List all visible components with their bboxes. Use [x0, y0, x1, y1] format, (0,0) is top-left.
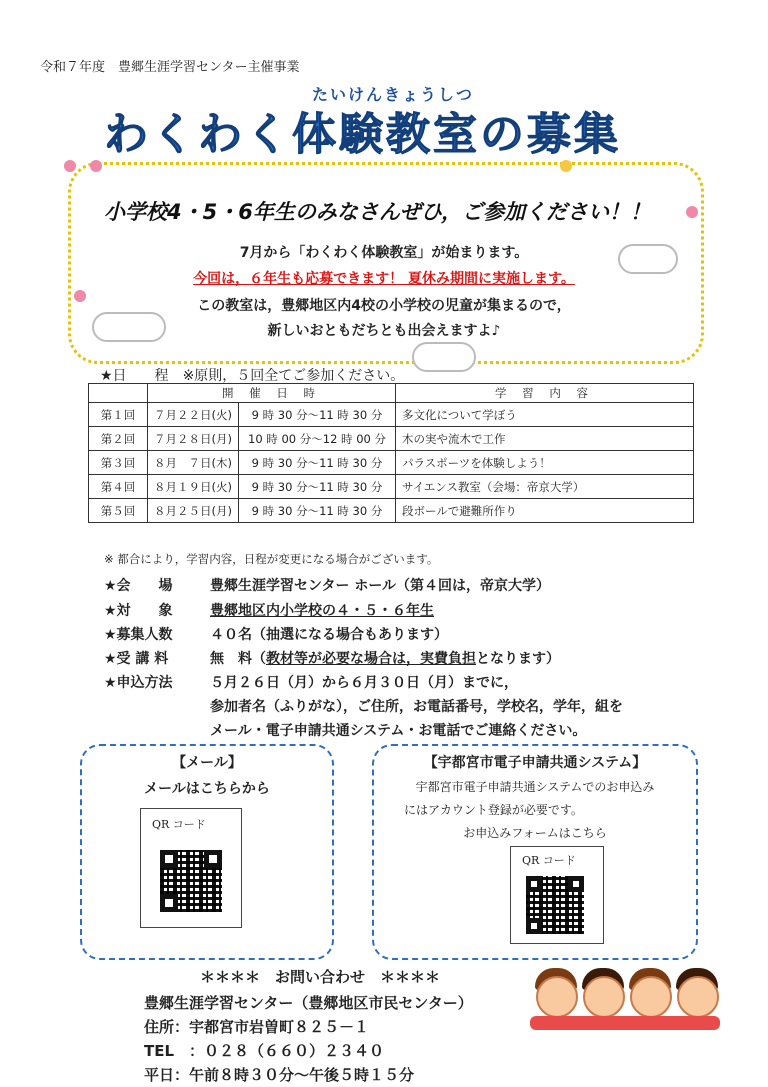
flower-icon — [560, 160, 572, 172]
title-ruby: たいけんきょうしつ — [312, 85, 475, 104]
flower-icon — [686, 206, 698, 218]
kids-shirts — [530, 1016, 720, 1030]
mail-box-title: 【メール】 — [172, 755, 242, 771]
table-header: 開 催 日 時 学 習 内 容 — [89, 384, 694, 403]
table-row: 第５回 ８月２５日(月) 9 時 30 分～11 時 30 分 段ボールで避難所作り — [89, 499, 694, 523]
table-row: 第１回 ７月２２日(火) 9 時 30 分～11 時 30 分 多文化について学ぼう — [89, 403, 694, 427]
page-title: わくわく体験教室の募集 — [104, 109, 621, 160]
e-box-title: 【宇都宮市電子申請共通システム】 — [423, 755, 647, 771]
info-fee: ★受 講 料 無 料（教材等が必要な場合は，実費負担となります） — [104, 651, 560, 667]
table-row: 第２回 ７月２８日(月) 10 時 00 分～12 時 00 分 木の実や流木で工作 — [89, 427, 694, 451]
table-row: 第４回 ８月１９日(火) 9 時 30 分～11 時 30 分 サイエンス教室（会場：帝京大学） — [89, 475, 694, 499]
contact-tel[interactable]: TEL ：０２８（６６０）２３４０ — [144, 1042, 385, 1060]
e-box-text-1: 宇都宮市電子申請共通システムでのお申込み — [415, 780, 655, 794]
schedule-label: ★日 程 ※原則，５回全てご参加ください。 — [100, 368, 405, 384]
apply-detail-2: メール・電子申請共通システム・お電話でご連絡ください。 — [210, 723, 587, 739]
kid-face-icon — [536, 976, 578, 1018]
contact-heading: ＊＊＊＊ お問い合わせ ＊＊＊＊ — [200, 968, 441, 986]
e-qr-label: QR コード — [522, 854, 576, 867]
info-apply: ★申込方法 ５月２６日（月）から６月３０日（月）までに， — [104, 675, 518, 691]
kid-face-icon — [630, 976, 672, 1018]
schedule-table — [88, 383, 694, 523]
intro-line-4: 新しいおともだちとも出会えますよ♪ — [267, 323, 501, 339]
contact-address: 住所：宇都宮市岩曽町８２５－１ — [144, 1018, 370, 1036]
mail-box-text: メールはこちらから — [144, 781, 270, 797]
intro-line-1: 7月から「わくわく体験教室」が始まります。 — [239, 245, 529, 261]
intro-line-3: この教室は，豊郷地区内4校の小学校の児童が集まるので， — [197, 298, 571, 314]
apply-detail-1: 参加者名（ふりがな），ご住所，お電話番号，学校名，学年，組を — [210, 699, 623, 715]
qr-corner — [568, 876, 584, 892]
qr-corner — [160, 850, 178, 868]
info-venue: ★会 場 豊郷生涯学習センター ホール（第４回は，帝京大学） — [104, 578, 551, 594]
qr-corner — [204, 850, 222, 868]
catch-copy: 小学校4・5・6年生のみなさんぜひ，ご参加ください！！ — [104, 200, 651, 224]
contact-hours: 平日：午前８時３０分～午後５時１５分 — [144, 1066, 415, 1084]
flower-icon — [90, 160, 102, 172]
schedule-note: ※ 都合により，学習内容，日程が変更になる場合がございます。 — [104, 552, 439, 566]
qr-corner — [526, 876, 542, 892]
mail-qr-label: QR コード — [152, 818, 206, 831]
cloud-icon — [412, 342, 476, 372]
intro-line-2: 今回は，６年生も応募できます！ 夏休み期間に実施します。 — [193, 271, 575, 287]
kid-face-icon — [583, 976, 625, 1018]
table-row: 第３回 ８月 ７日(木) 9 時 30 分～11 時 30 分 パラスポーツを体験しよう！ — [89, 451, 694, 475]
contact-org: 豊郷生涯学習センター（豊郷地区市民センター） — [144, 994, 473, 1012]
event-header: 令和７年度 豊郷生涯学習センター主催事業 — [40, 60, 300, 75]
flower-icon — [64, 160, 76, 172]
info-target: ★対 象 豊郷地区内小学校の４・５・６年生 — [104, 603, 434, 619]
e-box-text-2: にはアカウント登録が必要です。 — [404, 803, 583, 817]
qr-corner — [526, 918, 542, 934]
e-box-text-3: お申込みフォームはこちら — [463, 826, 607, 840]
info-capacity: ★募集人数 ４０名（抽選になる場合もあります） — [104, 627, 448, 643]
qr-corner — [160, 894, 178, 912]
kid-face-icon — [677, 976, 719, 1018]
